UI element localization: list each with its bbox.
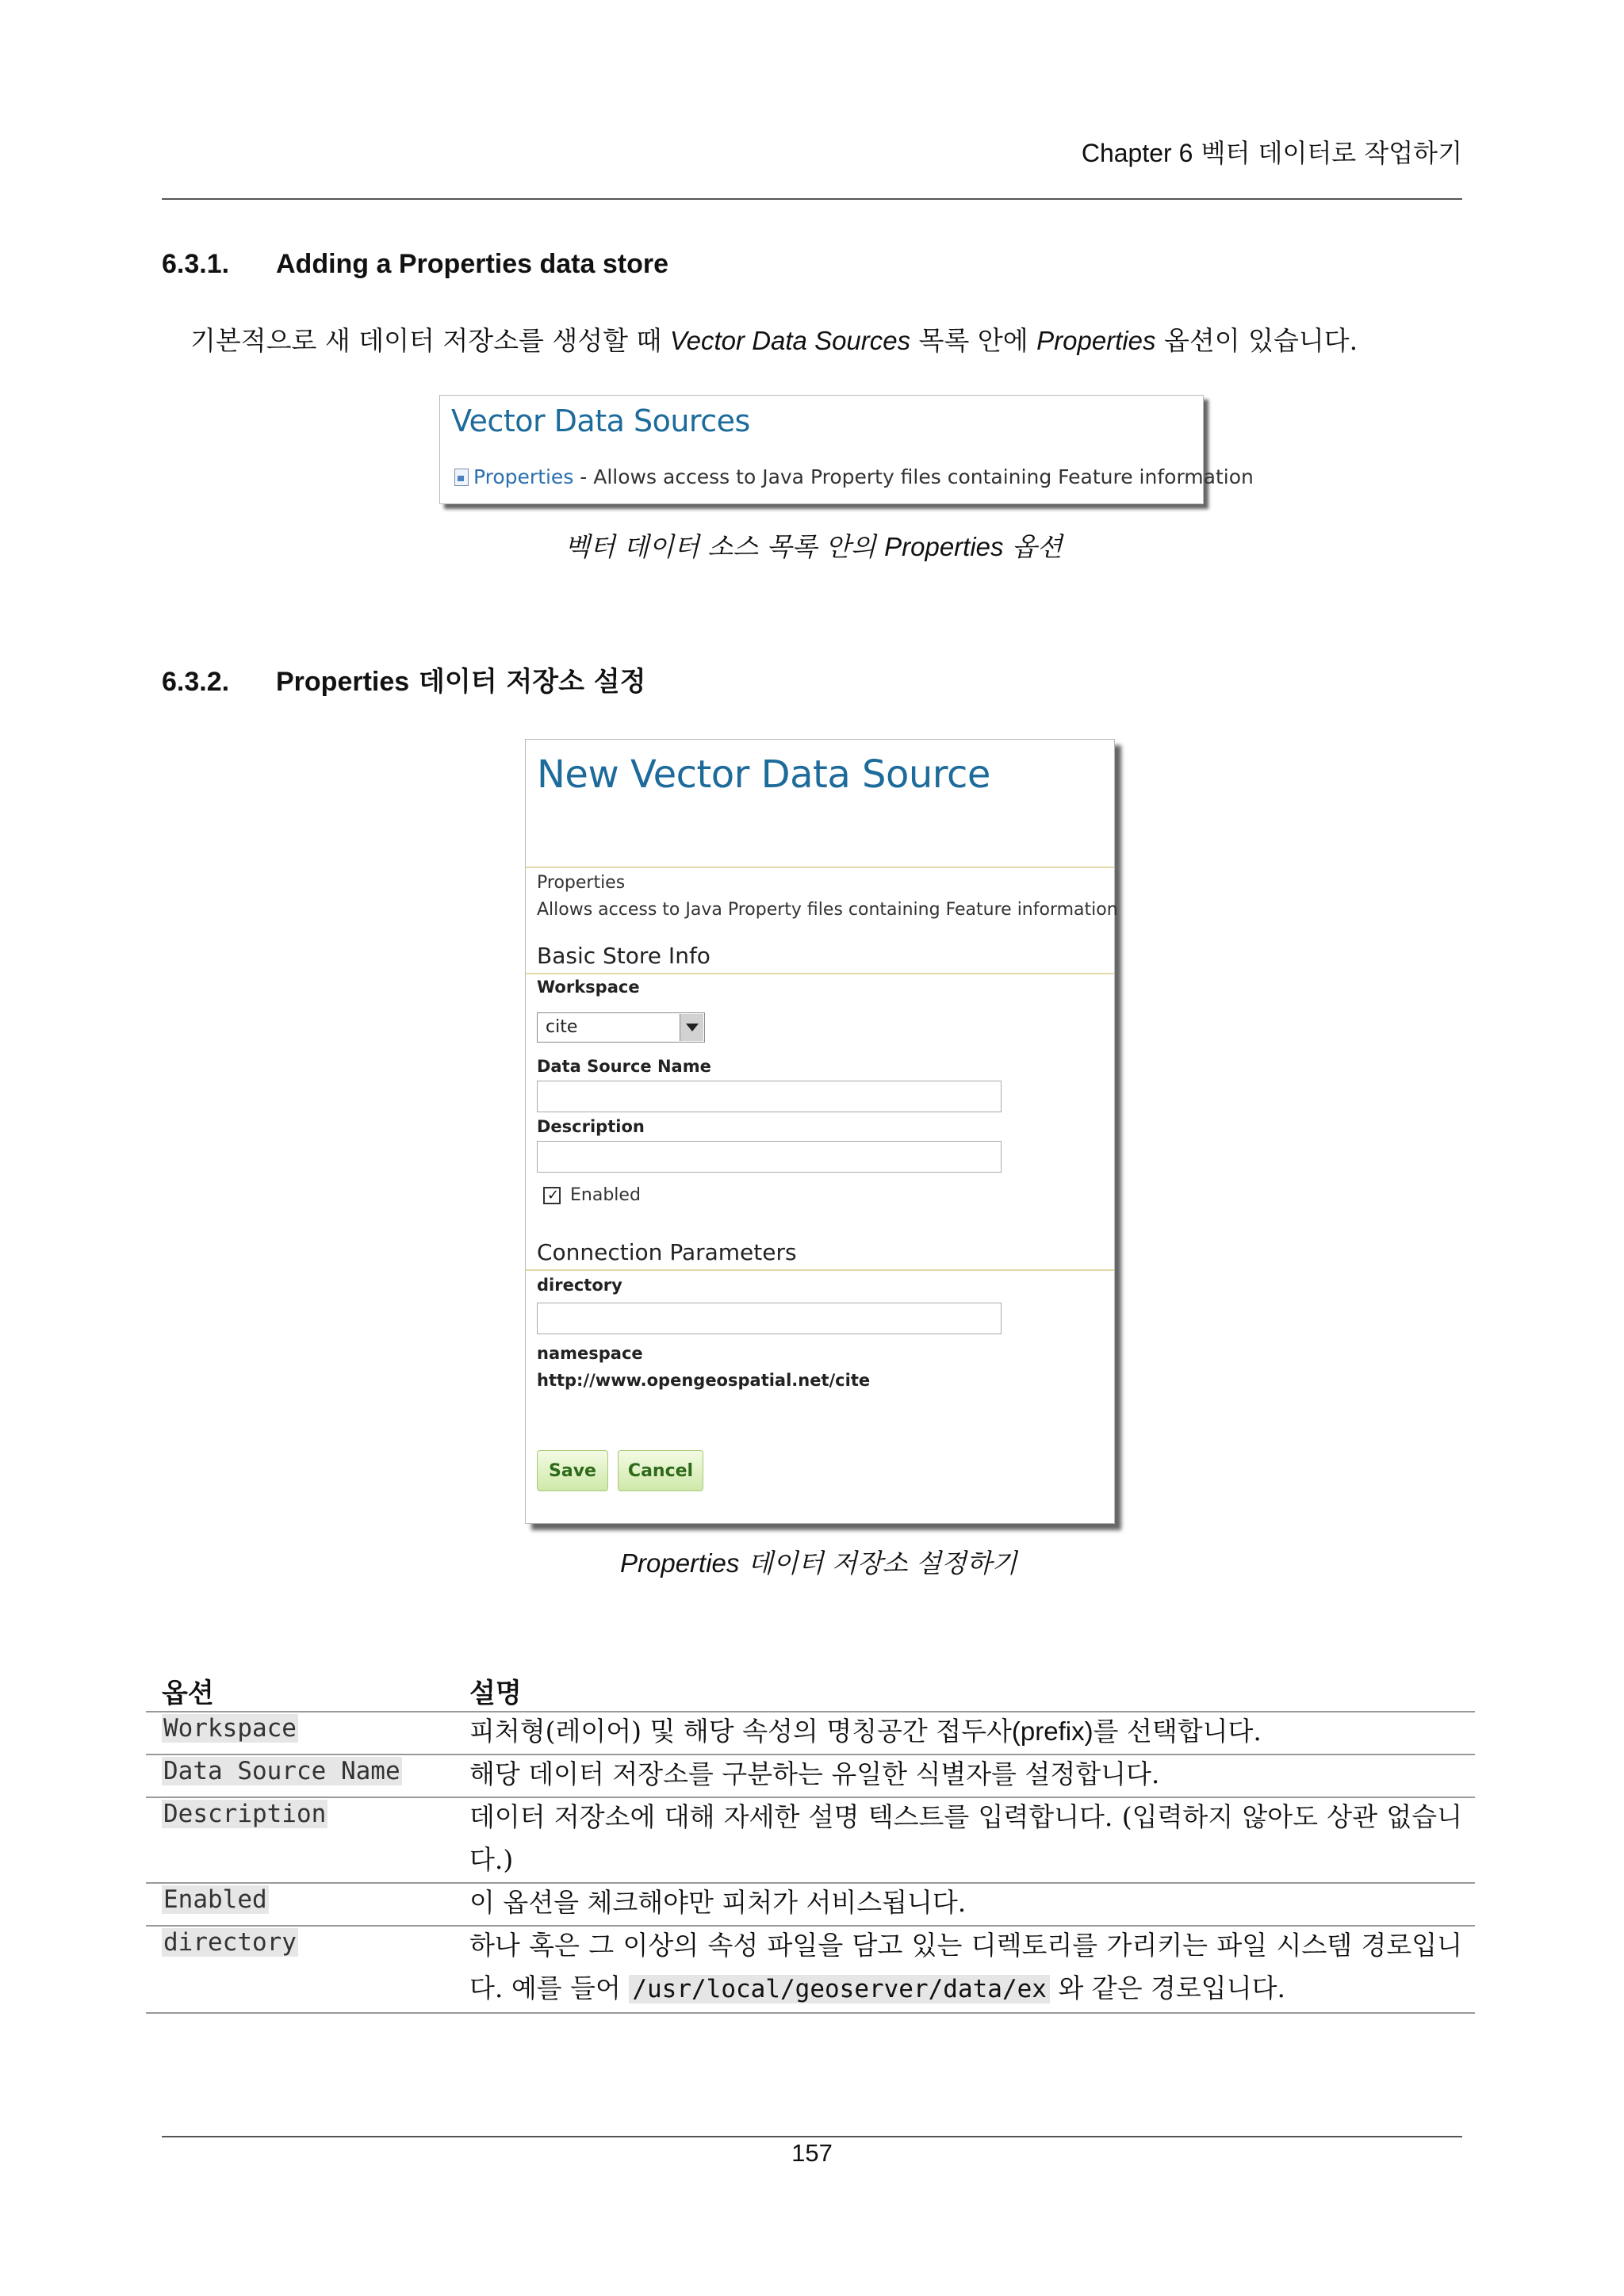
directory-example-path: /usr/local/geoserver/data/ex (629, 1975, 1050, 2003)
data-source-type-description: Allows access to Java Property files containing Feature information (537, 900, 1118, 920)
table-row-description: 해당 데이터 저장소를 구분하는 유일한 식별자를 설정합니다. (469, 1758, 1160, 1789)
table-row-description: 이 옵션을 체크해야만 피처가 서비스됩니다. (469, 1887, 967, 1918)
section-heading-6-3-1 (162, 249, 668, 280)
connection-parameters-heading: Connection Parameters (537, 1239, 797, 1265)
intro-paragraph: 기본적으로 새 데이터 저장소를 생성할 때 Vector Data Sources 목록 안에 Properties 옵션이 있습니다. (190, 325, 1358, 356)
workspace-selected-value: cite (546, 1017, 578, 1037)
section-title: Adding a Properties data store (276, 249, 668, 279)
table-row-name: directory (163, 1928, 297, 1957)
description-input[interactable] (537, 1141, 1002, 1173)
section-heading-6-3-2 (162, 660, 645, 698)
section-title-korean: 데이터 저장소 설정 (409, 666, 646, 698)
data-source-name-label: Data Source Name (537, 1057, 711, 1076)
dropdown-arrow-icon[interactable] (680, 1014, 703, 1041)
title-separator (526, 867, 1114, 868)
section-number: 6.3.1. (162, 249, 230, 279)
document-icon (454, 469, 469, 486)
data-source-name-input[interactable] (537, 1081, 1002, 1112)
directory-label: directory (537, 1276, 622, 1295)
properties-option-line (454, 465, 1254, 488)
properties-description: - Allows access to Java Property files containing Feature information (573, 465, 1254, 488)
workspace-label: Workspace (537, 978, 640, 997)
emphasis-properties: Properties (1036, 326, 1156, 355)
workspace-select[interactable] (537, 1012, 705, 1043)
connection-parameters-separator (526, 1269, 1114, 1271)
table-row-description: 하나 혹은 그 이상의 속성 파일을 담고 있는 디렉토리를 가리키는 파일 시스템 경로입니다. 예를 들어 /usr/local/geoserver/data/ex 와 같은 경로입니다. (469, 1930, 1462, 2003)
footer-rule (162, 2136, 1462, 2137)
chapter-title: 벡터 데이터로 작업하기 (1201, 138, 1462, 168)
namespace-label: namespace (537, 1344, 643, 1363)
properties-link[interactable]: Properties (473, 465, 574, 488)
checkmark-icon: ✓ (547, 1187, 560, 1203)
emphasis-vector-data-sources: Vector Data Sources (669, 326, 911, 355)
cancel-button[interactable]: Cancel (618, 1450, 703, 1491)
save-button[interactable]: Save (537, 1450, 608, 1491)
namespace-value: http://www.opengeospatial.net/cite (537, 1371, 871, 1390)
page-number: 157 (791, 2139, 833, 2167)
table-header-description: 설명 (469, 1678, 522, 1709)
directory-input[interactable] (537, 1303, 1002, 1334)
enabled-checkbox[interactable] (543, 1187, 561, 1204)
section-title-latin: Properties (276, 667, 410, 697)
basic-store-info-heading: Basic Store Info (537, 943, 710, 969)
header-rule (162, 198, 1462, 200)
table-row-name: Data Source Name (163, 1757, 400, 1785)
table-row-name: Description (163, 1800, 327, 1828)
table-row-description: 피처형(레이어) 및 해당 속성의 명칭공간 접두사(prefix)를 선택합니다. (469, 1716, 1262, 1747)
vector-data-sources-screenshot (439, 395, 1254, 504)
table-rule (146, 2012, 1475, 2014)
table-row-name: Workspace (163, 1714, 297, 1743)
chapter-label: Chapter 6 (1081, 139, 1193, 167)
table-row-name: Enabled (163, 1885, 267, 1914)
table-row-description: 데이터 저장소에 대해 자세한 설명 텍스트를 입력합니다. (입력하지 않아도 상관 없습니다.) (469, 1801, 1462, 1875)
figure2-caption: Properties 데이터 저장소 설정하기 (620, 1548, 1017, 1578)
enabled-label: Enabled (570, 1185, 641, 1205)
section-number: 6.3.2. (162, 667, 230, 697)
data-source-type-name: Properties (537, 873, 626, 893)
description-label: Description (537, 1117, 645, 1136)
new-vector-data-source-screenshot (525, 739, 1118, 1524)
vector-data-sources-title: Vector Data Sources (451, 404, 750, 438)
figure1-caption: 벡터 데이터 소스 목록 안의 Properties 옵션 (565, 531, 1063, 562)
table-header-option: 옵션 (162, 1678, 214, 1709)
page-header (1082, 133, 1462, 170)
basic-store-info-separator (526, 973, 1114, 974)
form-title: New Vector Data Source (537, 752, 990, 797)
